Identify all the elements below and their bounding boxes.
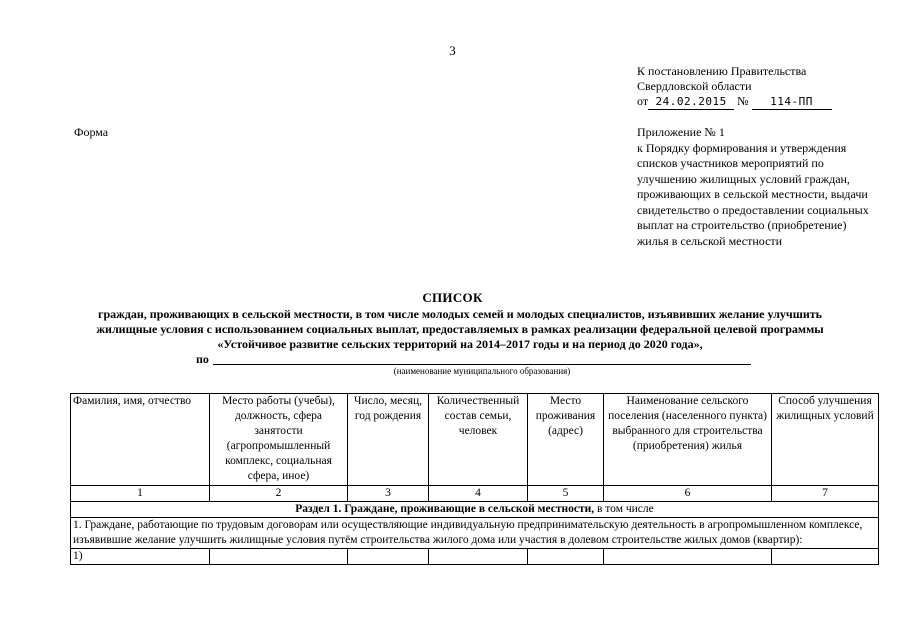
section-row [71, 502, 879, 518]
appendix-text: к Порядку формирования и утверждения списков участников мероприятий по улучшению жилищных условий граждан, проживающих в сельской местности, выдачи свидетельство о предоставлении социальных выплат на строительство (приобретение) жилья в сельской местности [637, 140, 869, 248]
appendix-block [637, 125, 877, 249]
form-label: Форма [74, 125, 109, 139]
decree-date: 24.02.2015 [648, 94, 734, 110]
section-1-heading [71, 502, 879, 518]
decree-line-2: Свердловской области [637, 79, 752, 93]
subsection-1-text: 1. Граждане, работающие по трудовым договорам или осуществляющие индивидуальную предпринимательскую деятельность в агропромышленном комплексе, изъявившие желание улучшить жилищные условия путём строительства жилого дома или участия в долевом строительстве жилых домов (квартир): [71, 518, 879, 549]
header-birth-date: Число, месяц, год рождения [348, 394, 429, 486]
column-number: 2 [210, 486, 348, 502]
column-number: 7 [772, 486, 879, 502]
header-family-size: Количественный состав семьи, человек [429, 394, 528, 486]
document-subtitle [70, 307, 850, 352]
municipality-hint: (наименование муниципального образования) [393, 366, 571, 376]
subtitle-line-2: жилищные условия с использованием социальных выплат, предоставляемых в рамках реализации федеральной целевой программы [96, 322, 824, 336]
page-number: 3 [449, 43, 456, 58]
decree-date-line [637, 94, 832, 110]
decree-reference [637, 64, 832, 110]
decree-number: 114-ПП [752, 94, 832, 110]
column-number: 1 [71, 486, 210, 502]
table-header-row [71, 394, 879, 486]
subtitle-line-3: «Устойчивое развитие сельских территорий на 2014–2017 годы и на период до 2020 года», [217, 337, 703, 351]
decree-line-1: К постановлению Правительства [637, 64, 807, 78]
header-full-name: Фамилия, имя, отчество [71, 394, 210, 486]
table-row [71, 549, 879, 565]
document-title: СПИСОК [422, 290, 483, 305]
header-workplace: Место работы (учебы), должность, сфера занятости (агропромышленный комплекс, социальная сфера, иное) [210, 394, 348, 486]
header-settlement: Наименование сельского поселения (населенного пункта) выбранного для строительства (приобретения) жилья [604, 394, 772, 486]
section-1-rest: в том числе [594, 503, 654, 515]
table-cell [348, 549, 429, 565]
table-cell [429, 549, 528, 565]
table-cell [772, 549, 879, 565]
participants-table [70, 393, 879, 565]
table-cell [528, 549, 604, 565]
decree-number-prefix: № [737, 94, 749, 108]
decree-date-prefix: от [637, 94, 649, 108]
column-number-row [71, 486, 879, 502]
appendix-title: Приложение № 1 [637, 125, 725, 139]
column-number: 3 [348, 486, 429, 502]
municipality-label: по [196, 352, 209, 366]
section-1-bold: Раздел 1. Граждане, проживающие в сельской местности, [295, 503, 595, 515]
column-number: 5 [528, 486, 604, 502]
municipality-fill-line [213, 364, 751, 365]
row-1-label: 1) [71, 549, 210, 565]
header-improvement-method: Способ улучшения жилищных условий [772, 394, 879, 486]
column-number: 6 [604, 486, 772, 502]
subtitle-line-1: граждан, проживающих в сельской местности, в том числе молодых семей и молодых специалистов, изъявивших желание улучшить [98, 307, 822, 321]
table-cell [210, 549, 348, 565]
subsection-row [71, 518, 879, 549]
header-address: Место проживания (адрес) [528, 394, 604, 486]
table-cell [604, 549, 772, 565]
column-number: 4 [429, 486, 528, 502]
